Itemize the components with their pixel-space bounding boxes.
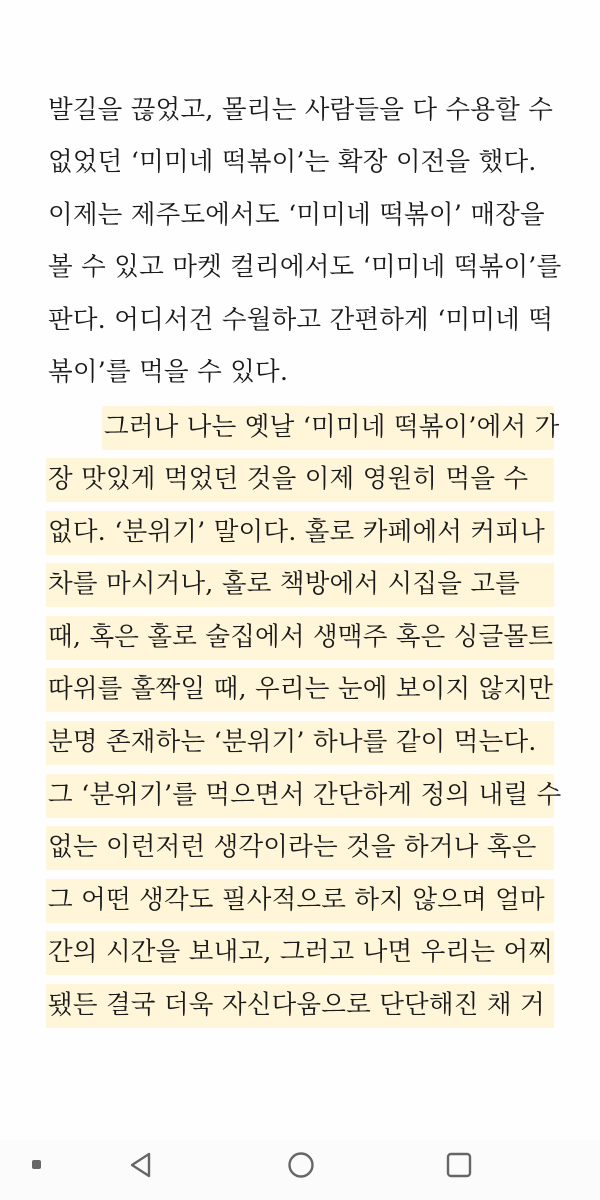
- highlighted-text-line: [0, 660, 600, 718]
- text-line-content: 없는 이런저런 생각이라는 것을 하거나 혹은: [48, 832, 537, 862]
- highlighted-text-line: [0, 818, 600, 876]
- highlighted-text-line: [0, 555, 600, 613]
- text-line-content: 차를 마시거나, 홀로 책방에서 시집을 고를: [48, 569, 520, 599]
- text-line: [0, 133, 600, 191]
- text-line: [0, 186, 600, 244]
- menu-dot-icon[interactable]: [32, 1160, 41, 1169]
- text-line-content: 이제는 제주도에서도 ‘미미네 떡볶이’ 매장을: [48, 200, 545, 230]
- text-line-content: 없었던 ‘미미네 떡볶이’는 확장 이전을 했다.: [48, 147, 537, 177]
- system-navigation-bar: [0, 1140, 600, 1200]
- highlighted-text-line: [0, 608, 600, 666]
- home-circle-icon[interactable]: [284, 1148, 318, 1182]
- highlighted-text-line: [0, 871, 600, 929]
- highlighted-text-line: [0, 766, 600, 824]
- highlighted-text-line: [0, 450, 600, 508]
- text-line-content: 볶이’를 먹을 수 있다.: [48, 357, 289, 387]
- text-line-content: 간의 시간을 보내고, 그러고 나면 우리는 어찌: [48, 937, 554, 967]
- text-line-content: 판다. 어디서건 수월하고 간편하게 ‘미미네 떡: [48, 305, 554, 335]
- text-line-content: 발길을 끊었고, 몰리는 사람들을 다 수용할 수: [48, 95, 554, 125]
- text-line: [0, 81, 600, 139]
- text-line-content: 따위를 홀짝일 때, 우리는 눈에 보이지 않지만: [48, 674, 554, 704]
- text-line-content: 됐든 결국 더욱 자신다움으로 단단해진 채 거: [48, 990, 545, 1020]
- recent-apps-square-icon[interactable]: [442, 1148, 476, 1182]
- highlighted-text-line: [0, 713, 600, 771]
- highlighted-text-line: [0, 976, 600, 1034]
- text-line-content: 그러나 나는 옛날 ‘미미네 떡볶이’에서 가: [104, 412, 560, 442]
- text-line: [0, 291, 600, 349]
- highlighted-text-line: [0, 398, 600, 456]
- back-triangle-icon[interactable]: [124, 1148, 158, 1182]
- text-line: [0, 238, 600, 296]
- text-line-content: 그 ‘분위기’를 먹으면서 간단하게 정의 내릴 수: [48, 780, 562, 810]
- text-line-content: 분명 존재하는 ‘분위기’ 하나를 같이 먹는다.: [48, 727, 537, 757]
- highlighted-text-line: [0, 923, 600, 981]
- text-line-content: 없다. ‘분위기’ 말이다. 홀로 카페에서 커피나: [48, 517, 545, 547]
- text-line-content: 때, 혹은 홀로 술집에서 생맥주 혹은 싱글몰트: [48, 622, 554, 652]
- text-line-content: 장 맛있게 먹었던 것을 이제 영원히 먹을 수: [48, 464, 529, 494]
- highlighted-text-line: [0, 503, 600, 561]
- text-line: [0, 343, 600, 401]
- text-line-content: 그 어떤 생각도 필사적으로 하지 않으며 얼마: [48, 885, 545, 915]
- text-line-content: 볼 수 있고 마켓 컬리에서도 ‘미미네 떡볶이’를: [48, 252, 562, 282]
